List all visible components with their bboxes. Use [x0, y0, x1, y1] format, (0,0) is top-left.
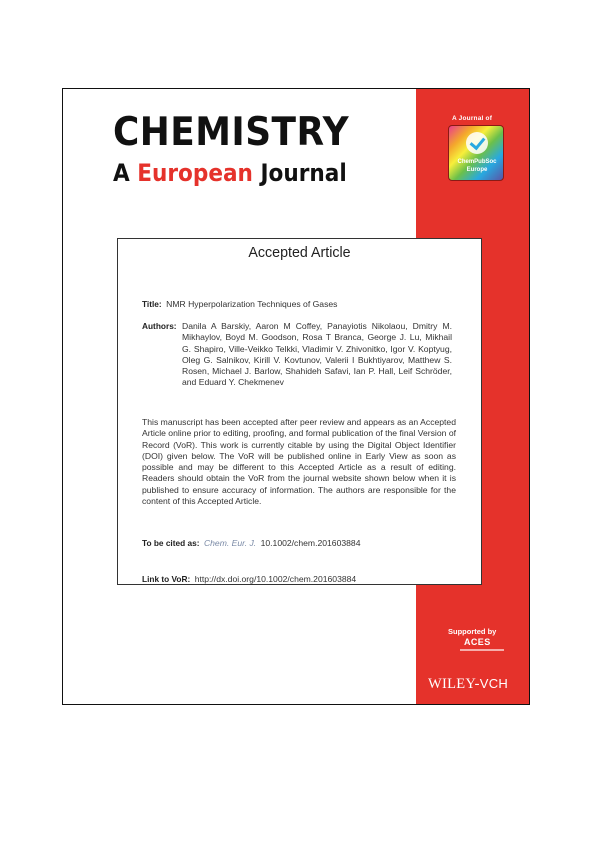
title-label: Title: — [142, 299, 162, 309]
subtitle-accent: European — [137, 159, 253, 187]
subtitle-suffix: Journal — [260, 159, 347, 187]
chempubsoc-logo — [448, 125, 504, 181]
checkmark-icon — [466, 132, 488, 154]
article-title: NMR Hyperpolarization Techniques of Gases — [166, 299, 338, 309]
wiley-vch-logo — [428, 676, 508, 693]
journal-subtitle — [113, 158, 347, 188]
publisher-suffix: VCH — [479, 676, 509, 691]
cite-doi: 10.1002/chem.201603884 — [260, 538, 361, 548]
logo-text-line2: Europe — [466, 167, 488, 173]
article-title-line — [142, 297, 337, 310]
supported-by-label: Supported by — [448, 627, 497, 636]
citation-line — [142, 536, 360, 549]
vor-link[interactable]: http://dx.doi.org/10.1002/chem.201603884 — [194, 574, 357, 584]
aces-underline — [460, 649, 504, 651]
vor-link-line — [142, 572, 356, 585]
accepted-article-notice: This manuscript has been accepted after peer review and appears as an Accepted Article online prior to editing, proofing, and formal publication of the final Version of Record (VoR). This work is currently citable by using the Digital Object Identifier (DOI) given below. The VoR will be published online in Early View as soon as possible and may be different to this Accepted Article as a result of editing. Readers should obtain the VoR from the journal website shown below when it is published to ensure accuracy of information. The authors are responsible for the content of this Accepted Article. — [142, 417, 456, 507]
aces-logo: ACES — [464, 637, 491, 647]
link-label: Link to VoR: — [142, 574, 191, 584]
cite-journal: Chem. Eur. J. — [203, 538, 257, 548]
subtitle-prefix: A — [113, 159, 130, 187]
journal-title: CHEMISTRY — [113, 110, 350, 155]
journal-of-label: A Journal of — [452, 115, 493, 122]
cite-label: To be cited as: — [142, 538, 200, 548]
publisher-main: WILEY- — [428, 676, 480, 692]
accepted-article-box — [117, 238, 482, 585]
logo-text-line1: ChemPubSoc — [457, 159, 497, 165]
authors-list: Danila A Barskiy, Aaron M Coffey, Panayiotis Nikolaou, Dmitry M. Mikhaylov, Boyd M. Goodson, Rosa T Branca, George J. Lu, Mikhail G. Shapiro, Ville-Veikko Telkki, Vladimir V. Zhivonitko, Igor V. Koptyug, Oleg G. Salnikov, Kirill V. Kovtunov, Valerii I Bukhtiyarov, Matthew S. Rosen, Michael J. Barlow, Shahideh Safavi, Ian P. Hall, Leif Schröder, and Eduard Y. Chekmenev — [182, 321, 452, 388]
authors-label: Authors: — [142, 321, 177, 331]
authors-block — [142, 321, 452, 389]
accepted-article-heading: Accepted Article — [248, 244, 351, 261]
